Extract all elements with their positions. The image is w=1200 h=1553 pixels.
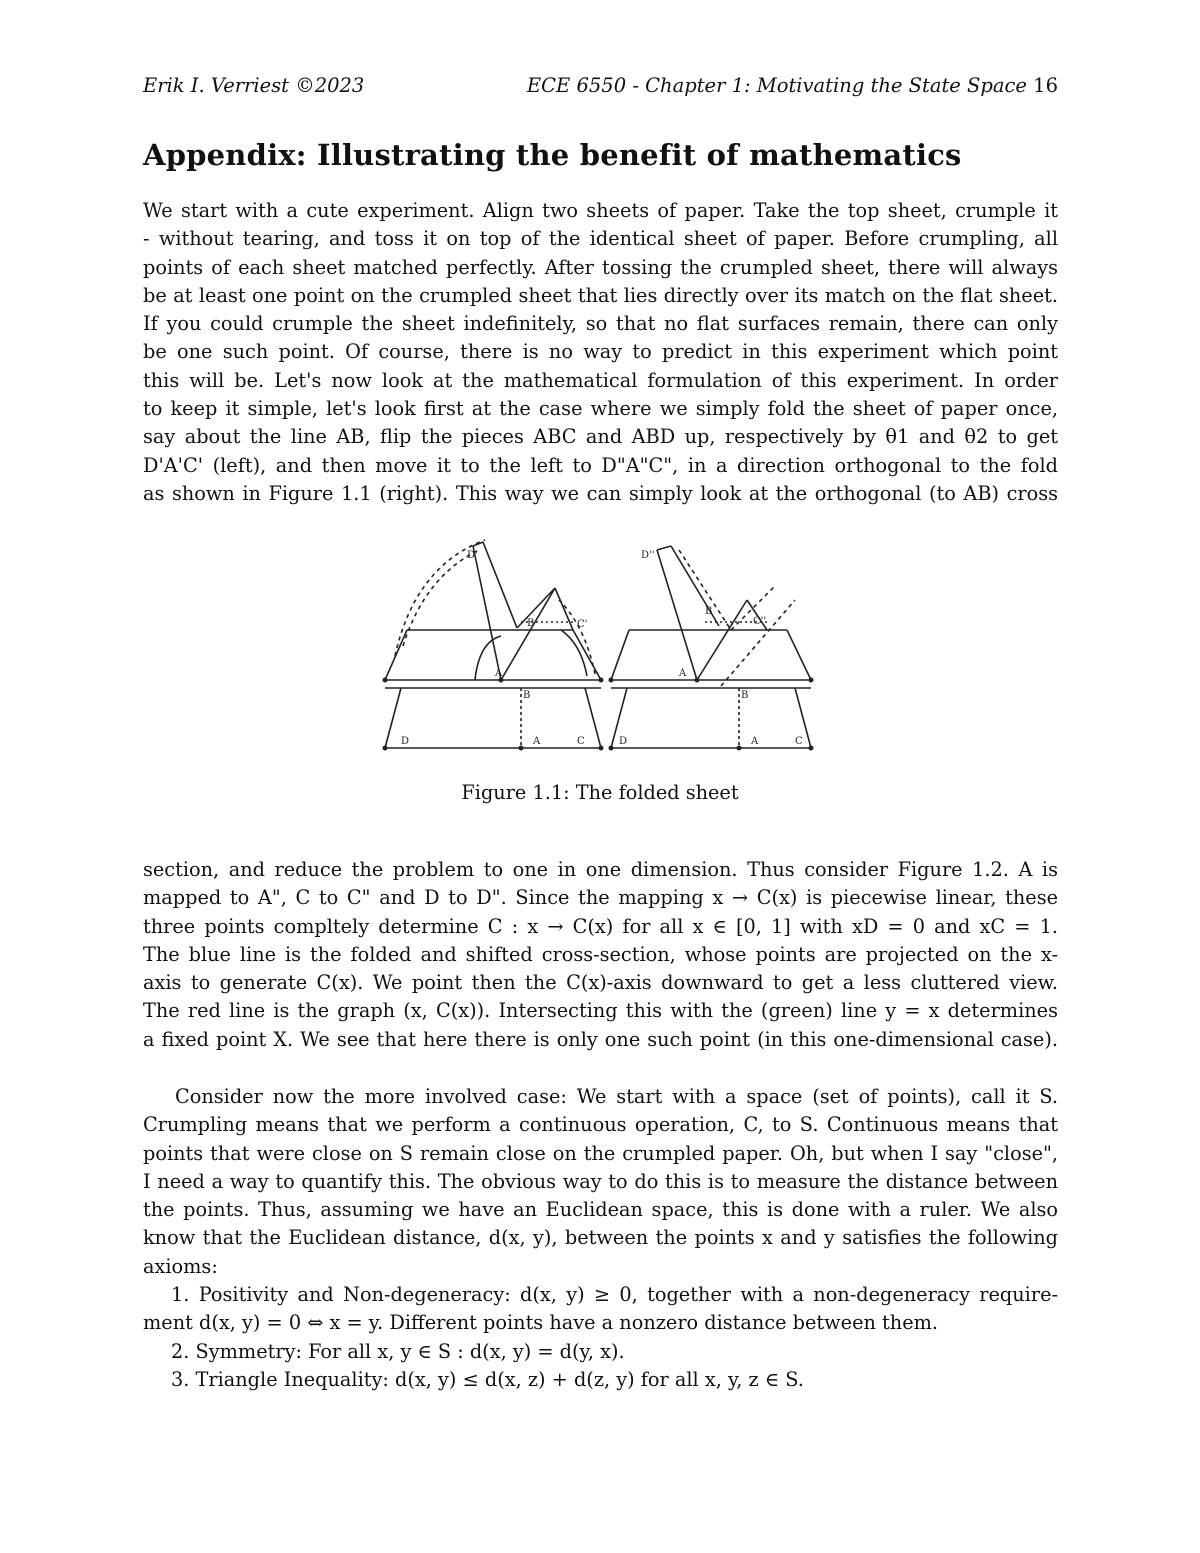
label-d-bottom-right: D	[619, 736, 628, 747]
para3-line: Consider now the more involved case: We start with a space (set of points), call it S.	[175, 1085, 1058, 1108]
para3-line: Crumpling means that we perform a continuous operation, C, to S. Continuous means that	[143, 1113, 1058, 1137]
para1-line: points of each sheet matched perfectly. After tossing the crumpled sheet, there will always	[143, 255, 1058, 279]
axioms-list	[143, 1281, 1058, 1394]
para3-line: points that were close on S remain close on the crumpled paper. Oh, but when I say "close",	[143, 1141, 1058, 1165]
para1-line: this will be. Let's now look at the mathematical formulation of this experiment. In order	[143, 368, 1058, 392]
para2-line: a fixed point X. We see that here there is only one such point (in this one-dimensional case).	[143, 1027, 1058, 1051]
figure-caption: Figure 1.1: The folded sheet	[461, 781, 739, 804]
right-panel-diagram	[611, 546, 811, 748]
running-header	[143, 74, 1058, 104]
paragraph-cross-section	[143, 856, 1058, 1054]
label-c-prime-left: C'	[577, 619, 588, 630]
para3-line: axioms:	[143, 1254, 218, 1278]
folded-sheet-figure	[375, 526, 815, 756]
para1-line: We start with a cute experiment. Align two sheets of paper. Take the top sheet, crumple it	[143, 199, 1058, 222]
label-c-dprime-right: C''	[753, 616, 767, 627]
para2-line: axis to generate C(x). We point then the C(x)-axis downward to get a less cluttered view.	[143, 971, 1058, 995]
para1-line: D'A'C' (left), and then move it to the left to D"A"C", in a direction orthogonal to the fold	[143, 453, 1058, 477]
label-a-right: A	[679, 668, 687, 679]
para2-line: three points compltely determine C : x → C(x) for all x ∈ [0, 1] with xD = 0 and xC = 1.	[143, 914, 1058, 938]
axiom-line: 2. Symmetry: For all x, y ∈ S : d(x, y) = d(y, x).	[171, 1339, 625, 1363]
left-panel-diagram	[385, 540, 601, 748]
para2-line: mapped to A", C to C" and D to D". Since the mapping x → C(x) is piecewise linear, these	[143, 886, 1058, 910]
axiom-line: 1. Positivity and Non-degeneracy: d(x, y) ≥ 0, together with a non-degeneracy require-	[171, 1283, 1058, 1306]
label-c-bottom-left: C	[577, 736, 585, 747]
header-chapter	[527, 74, 1058, 97]
axiom-line: 3. Triangle Inequality: d(x, y) ≤ d(x, z) + d(z, y) for all x, y, z ∈ S.	[171, 1367, 804, 1391]
para3-line: I need a way to quantify this. The obvious way to do this is to measure the distance between	[143, 1169, 1058, 1193]
label-a-bottom-right: A	[751, 736, 759, 747]
para2-line: section, and reduce the problem to one in one dimension. Thus consider Figure 1.2. A is	[143, 858, 1058, 881]
header-author: Erik I. Verriest ©2023	[143, 74, 365, 97]
para1-line: to keep it simple, let's look first at the case where we simply fold the sheet of paper once,	[143, 397, 1058, 421]
para1-line: If you could crumple the sheet indefinitely, so that no flat surfaces remain, there can only	[143, 312, 1058, 336]
header-chapter-title: ECE 6550 - Chapter 1: Motivating the State Space	[526, 74, 1027, 97]
label-d-bottom-left: D	[401, 736, 410, 747]
para3-line: the points. Thus, assuming we have an Euclidean space, this is done with a ruler. We also	[143, 1198, 1058, 1222]
para2-line: The red line is the graph (x, C(x)). Intersecting this with the (green) line y = x determines	[143, 999, 1058, 1023]
label-c-bottom-right: C	[795, 736, 803, 747]
axiom-line: ment d(x, y) = 0 ⇔ x = y. Different points have a nonzero distance between them.	[143, 1311, 939, 1335]
label-d-prime-left: D'	[467, 550, 478, 561]
para1-line: as shown in Figure 1.1 (right). This way we can simply look at the orthogonal (to AB) cross	[143, 481, 1058, 505]
label-b-bottom-left: B	[523, 690, 531, 701]
para3-line: know that the Euclidean distance, d(x, y), between the points x and y satisfies the following	[143, 1226, 1058, 1250]
section-title: Appendix: Illustrating the benefit of mathematics	[143, 138, 962, 172]
label-b-right: B	[705, 606, 713, 617]
page-number: 16	[1033, 74, 1058, 97]
label-b-left: B	[527, 618, 535, 629]
label-b-bottom-right: B	[741, 690, 749, 701]
para1-line: be at least one point on the crumpled sheet that lies directly over its match on the flat sheet.	[143, 283, 1058, 307]
para2-line: The blue line is the folded and shifted cross-section, whose points are projected on the x-	[143, 942, 1058, 966]
para1-line: say about the line AB, flip the pieces ABC and ABD up, respectively by θ1 and θ2 to get	[143, 425, 1058, 449]
para1-line: - without tearing, and toss it on top of the identical sheet of paper. Before crumpling, all	[143, 227, 1058, 251]
label-a-left: A	[495, 668, 503, 679]
label-a-bottom-left: A	[533, 736, 541, 747]
para1-line: be one such point. Of course, there is no way to predict in this experiment which point	[143, 340, 1058, 364]
paragraph-intro	[143, 197, 1058, 508]
label-d-dprime-right: D''	[641, 550, 655, 561]
paragraph-metric-space	[143, 1083, 1058, 1281]
